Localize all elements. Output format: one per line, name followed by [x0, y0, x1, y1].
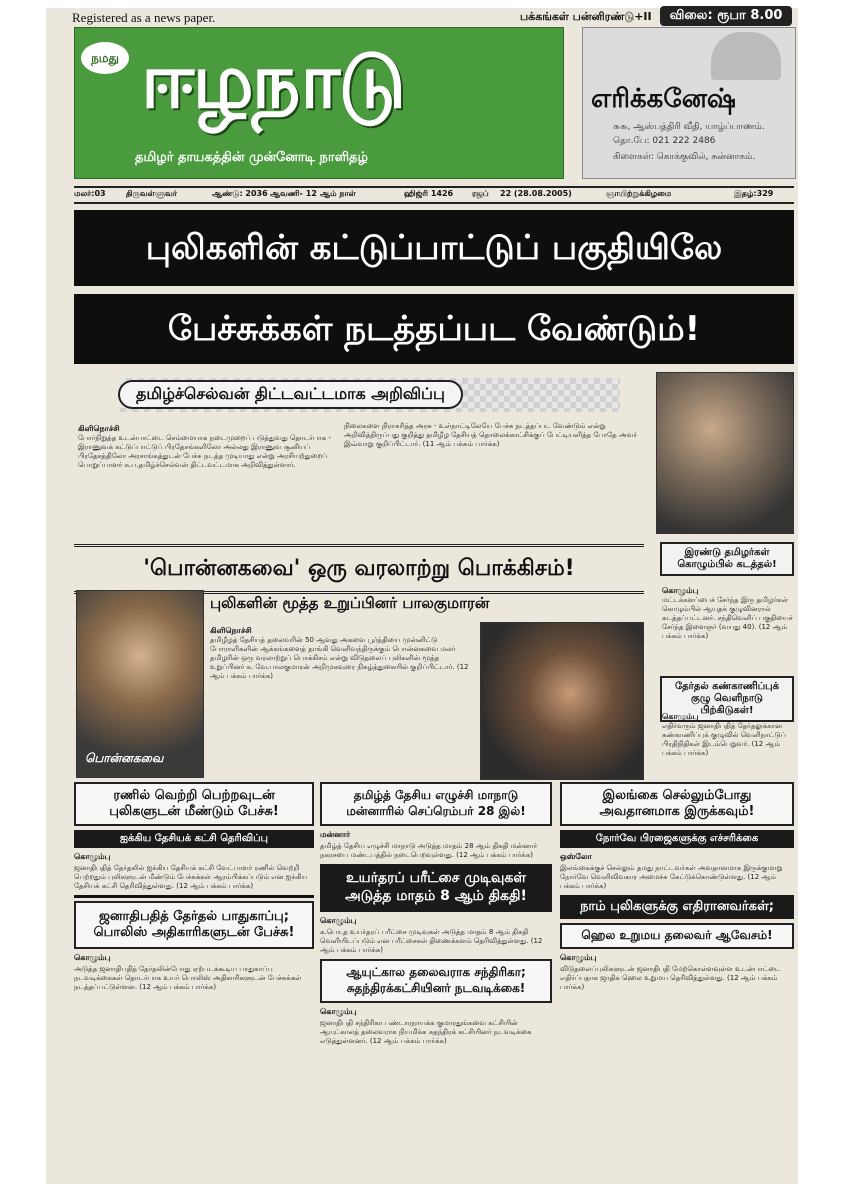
col-mid-place-2: கொழும்பு — [320, 916, 357, 925]
col-mid-text-2: க.பொ.த உயர்தரப் பரீட்சை முடிவுகள் அடுத்த மாதம் 8 ஆம் திகதி வெளியிடப்படும் என பரீட்சைகள் திணைக்களம் தெரிவித்துள்ளது. (12 ஆம் பக்கம் பார்க்க) — [320, 928, 543, 954]
story1-text-left: போர்நிறுத்த உடன்பாட்டை செம்மையாக நடைமுறைப் படுத்துவது தொடர்பாக - இராணுவக் கட்டுப்பாட்டுப் பிரதேசங்களிலோ அல்லது இராணுவ சூனியப் பிரதேசத்திலோ அரசாங்கத்துடன் பேச்சு நடத்த முடியாது என்று அரசியற்துறைப் பொறுப்பாளர் சு.ப.தமிழ்ச்செல்வன் திட்டவட்டமாக அறிவித்துள்ளார். — [78, 434, 331, 469]
col-right-headline-2: நாம் புலிகளுக்கு எதிரானவர்கள்; — [560, 895, 794, 919]
col-left-headline-2: ஜனாதிபதித் தேர்தல் பாதுகாப்பு; பொலிஸ் அதிகாரிகளுடன் பேச்சு! — [74, 901, 314, 949]
year: ஆண்டு: 2036 — [212, 189, 268, 198]
newspaper-name: ஈழநாடு — [141, 36, 405, 125]
story1-dateline: கிளிநொச்சி — [78, 424, 120, 433]
photo-speaker-podium — [480, 622, 644, 780]
hijri: ஹிஜ்ரி 1426 — [404, 189, 454, 198]
poster-caption: பொன்னகவை — [85, 751, 164, 765]
story1-subhead: தமிழ்ச்செல்வன் திட்டவட்டமாக அறிவிப்பு — [118, 380, 463, 409]
col-right-place-1: ஒஸ்லோ — [560, 852, 592, 861]
col-right-text-1: இலங்கைக்குச் செல்லும் தமது நாட்டவர்கள் அவதானமாக இருக்குமாறு நோர்வே வெளிவிவகார அமைச்சு கேட்டுக்கொண்டுள்ளது. (12 ஆம் பக்கம் பார்க்க) — [560, 864, 783, 890]
month: ஆவணி- 12 — [270, 189, 317, 198]
masthead-logo — [74, 27, 564, 179]
col-mid-place-3: கொழும்பு — [320, 1007, 357, 1016]
date-strip — [74, 186, 794, 204]
col-left-headline-1: ரணில் வெற்றி பெற்றவுடன் புலிகளுடன் மீண்டும் பேச்சு! — [74, 782, 314, 826]
column-left — [74, 782, 314, 1179]
col-left-subhead-1: ஐக்கிய தேசியக் கட்சி தெரிவிப்பு — [74, 830, 314, 848]
price-tag: விலை: ரூபா 8.00 — [660, 6, 792, 26]
col-right-subhead-2: ஹெல உறுமய தலைவர் ஆவேசம்! — [560, 923, 794, 949]
col-left-place-2: கொழும்பு — [74, 953, 111, 962]
weekday: ஞாயிற்றுக்கிழமை — [606, 189, 672, 198]
main-headline-2: பேச்சுக்கள் நடத்தப்பட வேண்டும்! — [74, 294, 794, 364]
col-mid-headline-1: தமிழ்த் தேசிய எழுச்சி மாநாடு மன்னாரில் செப்ரெம்பர் 28 இல்! — [320, 782, 552, 826]
main-headline-1: புலிகளின் கட்டுப்பாட்டுப் பகுதியிலே — [74, 210, 794, 286]
side-box-1-place: கொழும்பு — [662, 586, 699, 595]
registration-note: Registered as a news paper. — [72, 10, 216, 25]
story2-dateline: கிளிநொச்சி — [210, 626, 252, 635]
advertisement — [582, 27, 796, 179]
column-right — [560, 782, 794, 1179]
col-right-headline-1: இலங்கை செல்லும்போது அவதானமாக இருக்கவும்! — [560, 782, 794, 826]
ad-image — [711, 32, 781, 80]
tagline: தமிழர் தாயகத்தின் முன்னோடி நாளிதழ் — [135, 150, 368, 165]
col-right-subhead-1: நோர்வே பிரஜைகளுக்கு எச்சரிக்கை — [560, 830, 794, 848]
col-mid-place-1: மன்னார் — [320, 830, 351, 839]
side-box-1-text: மட்டக்களப்பைச் சேர்ந்த இரு தமிழர்கள் கொழும்பில் ஆயுதக் குழுவினரால் கடத்தப்பட்டனர். சந்திவெளிப் பகுதியைச் சேர்ந்த இளைஞர் (வயது 40). (12 ஆம் பக்கம் பார்க்க) — [662, 596, 793, 640]
photo-poster — [76, 590, 204, 778]
story2-subhead: புலிகளின் மூத்த உறுப்பினர் பாலகுமாரன் — [210, 594, 490, 612]
edition-note: பக்கங்கள் பன்னிரண்டு+II — [520, 10, 652, 23]
side-box-2-text: எதிர்வரும் ஜனாதிபதித் தேர்தலுக்கான கண்காணிப்புக் குழுவில் வெளிநாட்டுப் பிரதிநிதிகள் இடம்பெறுவர். (12 ஆம் பக்கம் பார்க்க) — [662, 722, 786, 757]
issue: இதழ்:329 — [734, 189, 774, 198]
col-right-place-2: கொழும்பு — [560, 953, 597, 962]
volume: மலர்:03 — [74, 189, 106, 198]
story1-text-right: நிலைகளை நிராகரித்த அரசு - உள்நாட்டிலேயே பேச்சு நடத்தப்பட வேண்டும் என்று அறிவித்திருப்பது குறித்து தமிழீழ தேசியத் தொலைக்காட்சிக்குப் பேட்டியளித்த போதே அவர் இவ்வாறு குறிப்பிட்டார். (11 ஆம் பக்கம் பார்க்க) — [344, 422, 638, 448]
ad-phone: தொ.பே: 021 222 2486 — [613, 136, 716, 146]
col-left-text-1: ஜனாதிபதித் தேர்தலில் ஐக்கிய தேசியக் கட்சி வேட்பாளர் ரணில் வெற்றி பெற்றதும் புலிகளுடன் மீண்டும் பேச்சுக்கள் ஆரம்பிக்கப்படும் என ஐக்கிய தேசியக் கட்சி தெரிவித்துள்ளது. (12 ஆம் பக்கம் பார்க்க) — [74, 864, 308, 890]
photo-speaker — [656, 372, 794, 534]
col-mid-headline-2: உயர்தரப் பரீட்சை முடிவுகள் அடுத்த மாதம் 8 ஆம் திகதி! — [320, 864, 552, 912]
divider — [74, 895, 314, 898]
day: ஆம் நாள் — [320, 189, 356, 198]
story2-text: தமிழீழத் தேசியத் தலைவரின் 50 ஆவது அகவை பூர்த்தியை முன்னிட்டு போராளிகளின் ஆக்கங்களைத் தாங்கி வெளிவந்திருக்கும் பொன்னகவை மலர் தமிழரின் ஒரு வரலாற்றுப் பொக்கிசம் என்று விடுதலைப் புலிகளின் மூத்த உறுப்பினர் க. வே.பாலகுமாரன் அறிமுகவுரை நிகழ்த்துகையில் குறிப்பிட்டார். (12 ஆம் பக்கம் பார்க்க) — [210, 636, 469, 680]
side-box-2: தேர்தல் கண்காணிப்புக் குழு வெளிநாடு பிற்கிடுகள்! — [660, 676, 794, 722]
ad-address: ௬௬, ஆஸ்பத்திரி வீதி, யாழ்ப்பாணம். — [613, 122, 765, 132]
date: 22 (28.08.2005) — [500, 189, 572, 198]
col-left-place-1: கொழும்பு — [74, 852, 111, 861]
col-left-text-2: அடுத்த ஜனாதிபதித் தேர்தலின்போது ஏற்படக்கூடிய பாதுகாப்பு நடவடிக்கைகள் தொடர்பாக உயர் பொலிஸ் அதிகாரிகளுடன் பேச்சுக்கள் நடத்தப்பட்டுள்ளன. (12 ஆம் பக்கம் பார்க்க) — [74, 965, 302, 991]
ad-title: எரிக்கனேஷ் — [591, 84, 737, 114]
col-mid-headline-3: ஆயுட்கால தலைவராக சந்திரிகா; சுதந்திரக்கட்சியினர் நடவடிக்கை! — [320, 959, 552, 1003]
rajab: ரஜப் — [472, 189, 489, 198]
era: திருவள்ளுவர் — [126, 189, 177, 198]
ad-branches: கிளைகள்: கொக்குவில், சுன்னாகம். — [613, 152, 756, 162]
side-box-2-place: கொழும்பு — [662, 712, 699, 721]
col-mid-text-1: தமிழ்த் தேசிய எழுச்சி மாநாடு அடுத்த மாதம் 28 ஆம் திகதி மன்னார் நகரசபை மண்டபத்தில் நடைபெறவுள்ளது. (12 ஆம் பக்கம் பார்க்க) — [320, 842, 538, 859]
column-middle — [320, 782, 552, 1179]
side-box-1: இரண்டு தமிழர்கள் கொழும்பில் கடத்தல்! — [660, 542, 794, 576]
col-right-text-2: விடுதலைப்புலிகளுடன் ஜனாதிபதி மேற்கொள்ளவுள்ள உடன்பாட்டை எதிர்ப்பதாக ஜாதிக ஹெல உறுமய தெரிவித்துள்ளது. (12 ஆம் பக்கம் பார்க்க) — [560, 965, 781, 991]
col-mid-text-3: ஜனாதிபதி சந்திரிகா பண்டாரநாயக்க குமாரதுங்கவை கட்சியின் ஆயுட்காலத் தலைவராக நியமிக்க சுதந்திரக் கட்சியினர் நடவடிக்கை எடுத்துள்ளனர். (12 ஆம் பக்கம் பார்க்க) — [320, 1019, 532, 1045]
story2-headline: 'பொன்னகவை' ஒரு வரலாற்று பொக்கிசம்! — [74, 544, 644, 594]
logo-badge: நமது — [81, 42, 129, 74]
